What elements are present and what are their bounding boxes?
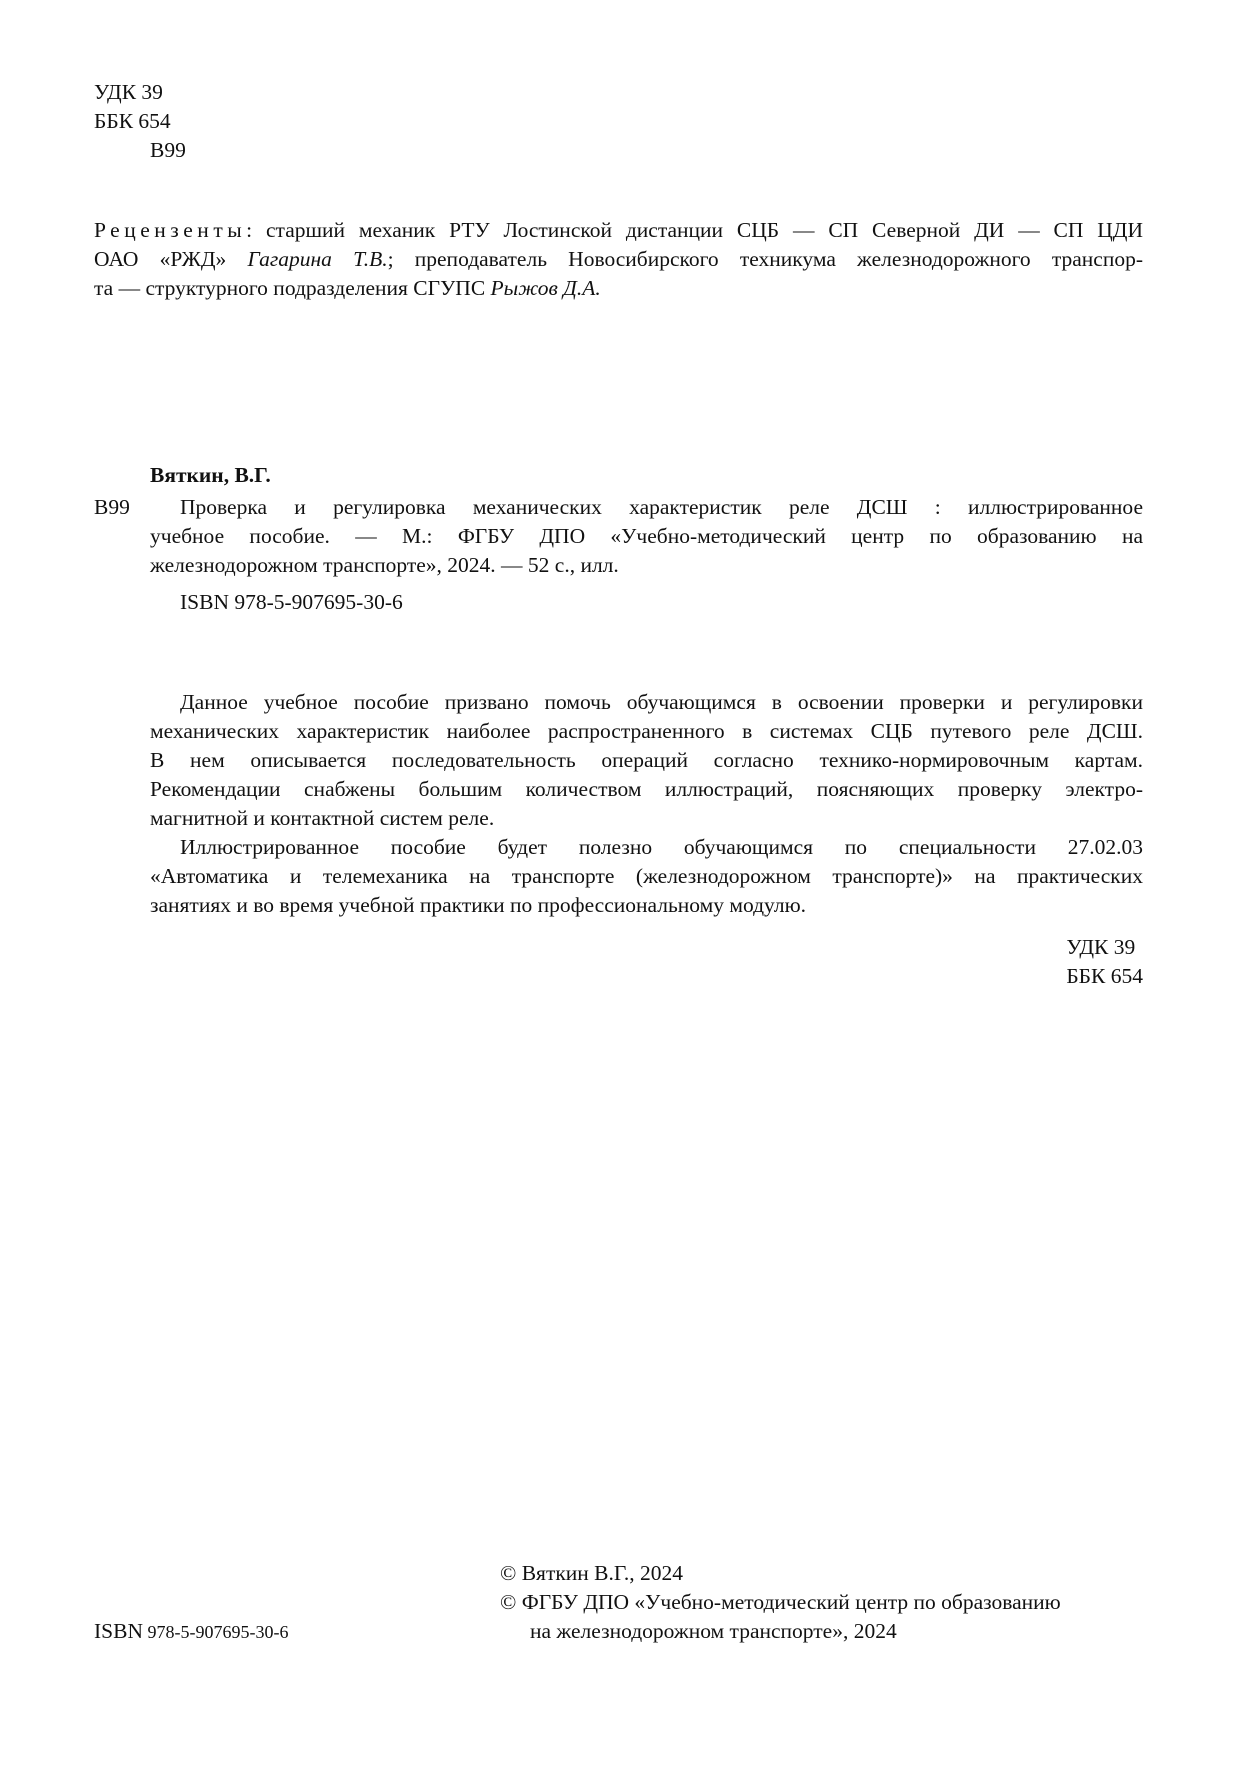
author-heading: Вяткин, В.Г. bbox=[150, 463, 271, 487]
udk-code: УДК 39 bbox=[94, 80, 163, 104]
reviewers-block bbox=[94, 216, 1143, 303]
reviewers-label: Рецензенты bbox=[94, 218, 247, 242]
annotation-line: магнитной и контактной систем реле. bbox=[150, 806, 495, 830]
annotation-bbk: ББК 654 bbox=[1066, 964, 1143, 988]
annotation-line: Данное учебное пособие призвано помочь обучающимся в освоении проверки и регулировки bbox=[180, 690, 1143, 714]
annotation-line: В нем описывается последовательность операций согласно технико-нормировочным картам. bbox=[150, 748, 1143, 772]
bibliographic-continuation: учебное пособие. — М.: ФГБУ ДПО «Учебно-методический центр по образованию на железнодорожном транспорте», 2024. — 52 с., илл. bbox=[150, 524, 1143, 577]
copyright-publisher-cont: на железнодорожном транспорте», 2024 bbox=[530, 1619, 897, 1643]
bbk-code: ББК 654 bbox=[94, 109, 171, 133]
copyright-publisher: © ФГБУ ДПО «Учебно-методический центр по образованию bbox=[500, 1590, 1061, 1614]
annotation-classification bbox=[1066, 933, 1143, 991]
annotation-line: Иллюстрированное пособие будет полезно обучающимся по специальности 27.02.03 bbox=[180, 835, 1143, 859]
annotation-line: механических характеристик наиболее распространенного в системах СЦБ путевого реле ДСШ. bbox=[150, 719, 1143, 743]
footer-isbn: ISBN 978-5-907695-30-6 bbox=[94, 1619, 289, 1643]
bibliographic-mark: В99 bbox=[94, 495, 130, 519]
annotation-line: Рекомендации снабжены большим количеством иллюстраций, поясняющих проверку электро- bbox=[150, 777, 1143, 801]
isbn-line: ISBN 978-5-907695-30-6 bbox=[180, 590, 403, 614]
annotation-udk: УДК 39 bbox=[1066, 935, 1136, 959]
annotation bbox=[150, 688, 1143, 920]
annotation-line: «Автоматика и телемеханика на транспорте (железнодорожном транспорте)» на практических bbox=[150, 864, 1143, 888]
reviewer-name-2: Рыжов Д.А. bbox=[490, 276, 601, 300]
reviewers-line-2: ОАО «РЖД» Гагарина Т.В.; преподаватель Новосибирского техникума железнодорожного транспор- bbox=[94, 247, 1143, 271]
reviewer-name-1: Гагарина Т.В. bbox=[247, 247, 388, 271]
bibliographic-description: Проверка и регулировка механических характеристик реле ДСШ : иллюстрированное bbox=[180, 495, 1143, 519]
copyright-block bbox=[500, 1559, 1061, 1646]
reviewers-line-1: Рецензенты: старший механик РТУ Лостинской дистанции СЦБ — СП Северной ДИ — СП ЦДИ bbox=[94, 218, 1143, 242]
annotation-line: занятиях и во время учебной практики по профессиональному модулю. bbox=[150, 893, 807, 917]
reviewers-line-3: та — структурного подразделения СГУПС Рыжов Д.А. bbox=[94, 276, 601, 300]
copyright-author: © Вяткин В.Г., 2024 bbox=[500, 1561, 684, 1585]
author-mark: В99 bbox=[150, 138, 186, 162]
